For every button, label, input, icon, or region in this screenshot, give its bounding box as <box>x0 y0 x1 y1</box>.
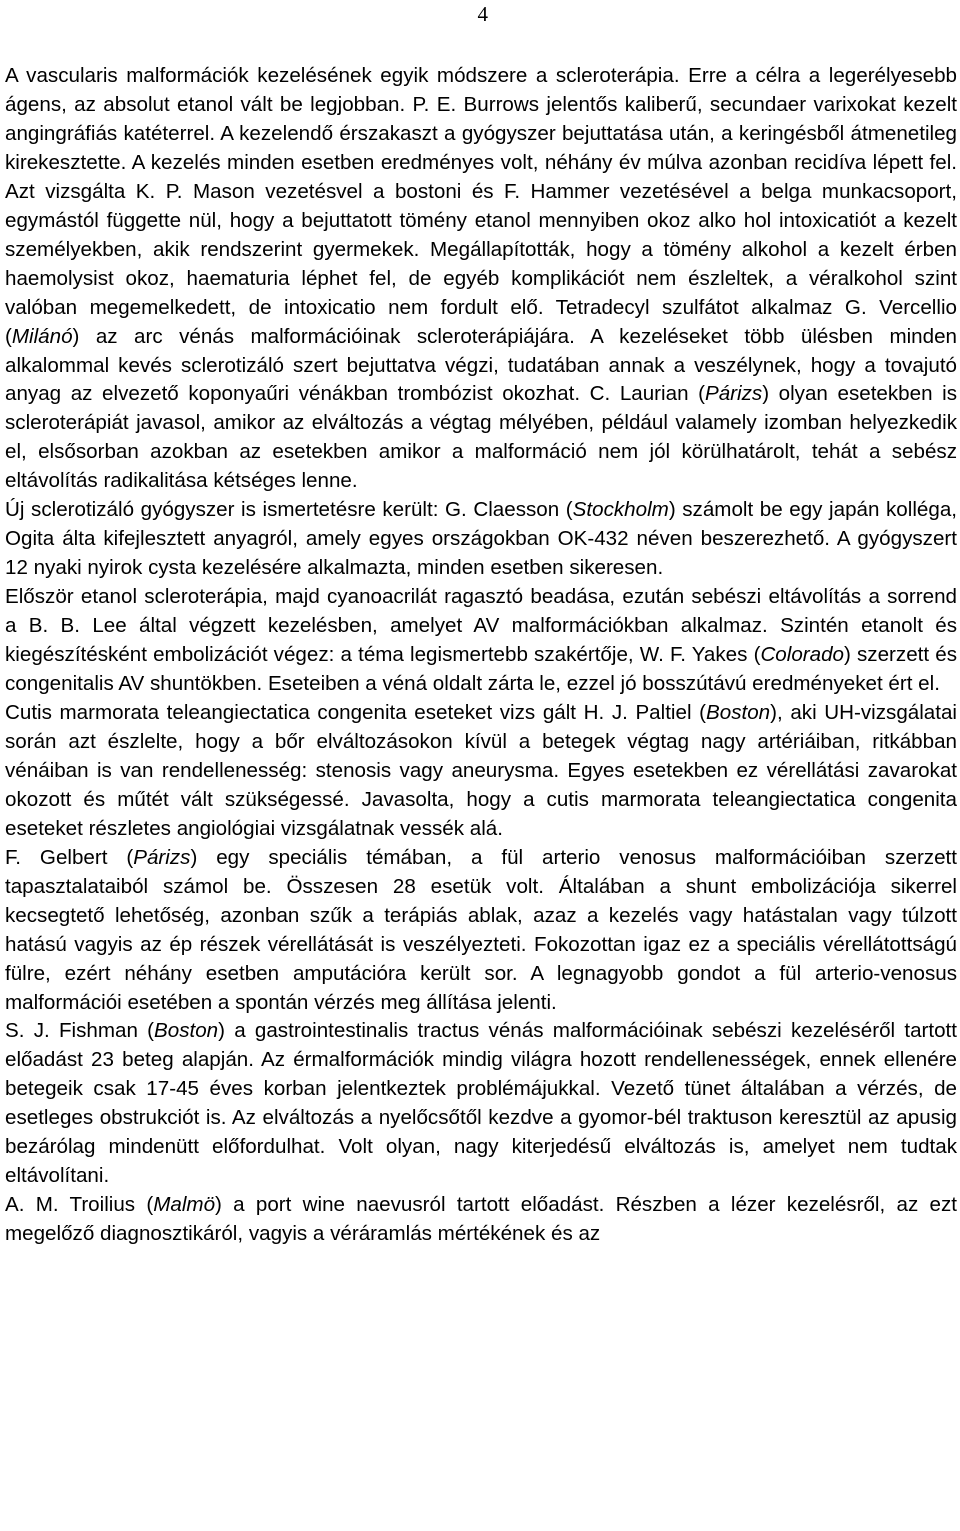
italic-place-name: Stockholm <box>572 498 669 522</box>
italic-place-name: Milánó <box>11 324 73 348</box>
document-body <box>5 62 957 1249</box>
paragraph <box>5 496 957 583</box>
text-segment: Először etanol scleroterápia, majd cyanoacrilát ragasztó beadása, ezután sebészi eltávolítás a sorrend a B. B. Lee által végzett kezelésben, amelyet AV malformációkban alkalmaz. Szintén etanolt és kiegészítésként embolizációt végez: a téma legismertebb szakértője, W. F. Yakes ( <box>5 585 957 667</box>
text-segment: ) egy speciális témában, a fül arterio venosus malformációiban szerzett tapasztalataiból számol be. Összesen 28 esetük volt. Általában a shunt embolizációja sikerrel kecsegtető lehetőség, azonban szűk a terápiás ablak, azaz a kezelés vagy hatástalan vagy túlzott hatású vagyis az ép részek vérellátását is veszélyezteti. Fokozottan igaz ez a speciális vérellátottságú fülre, ezért néhány esetben amputációra került sor. A legnagyobb gondot a fül arterio-venosus malformációi esetében a spontán vérzés meg állítása jelenti. <box>5 845 957 1014</box>
paragraph <box>5 699 957 844</box>
italic-place-name: Párizs <box>704 382 763 406</box>
paragraph <box>5 1191 957 1249</box>
text-segment: S. J. Fishman ( <box>5 1019 154 1043</box>
paragraph <box>5 844 957 1018</box>
italic-place-name: Boston <box>154 1019 219 1043</box>
paragraph <box>5 62 957 496</box>
text-segment: ) szerzett és congenitalis AV shuntökben. Eseteiben a véná oldalt zárta le, ezzel jó bosszútávú eredményeket ért el. <box>5 643 958 696</box>
italic-place-name: Párizs <box>133 845 191 869</box>
italic-place-name: Boston <box>706 700 771 724</box>
text-segment: Cutis marmorata teleangiectatica congenita eseteket vizs gált H. J. Paltiel ( <box>5 700 707 724</box>
text-segment: ) a gastrointestinalis tractus vénás malformációinak sebészi kezeléséről tartott előadást 23 beteg alapján. Az érmalformációk mindig világra hozott rendellenességek, ennek ellenére betegeik csak 17-45 éves korban jelentkeztek problémájukkal. Vezető tünet általában a vérzés, de esetleges obstrukciót is. Az elváltozás a nyelőcsőtől kezdve a gyomor-bél traktuson keresztül az apusig bezárólag mindenütt előfordulhat. Volt olyan, nagy kiterjedésű elváltozás is, amelyet nem tudtak eltávolítani. <box>5 1019 958 1188</box>
text-segment: A. M. Troilius ( <box>5 1193 154 1217</box>
paragraph <box>5 583 957 699</box>
text-segment: Új sclerotizáló gyógyszer is ismertetésre került: G. Claesson ( <box>5 498 573 522</box>
text-segment: A vascularis malformációk kezelésének egyik módszere a scleroterápia. Erre a célra a legerélyesebb ágens, az absolut etanol vált be legjobban. P. E. Burrows jelentős kaliberű, secundaer varixokat kezelt angingráfiás katéterrel. A kezelendő érszakaszt a gyógyszer bejuttatása után, a keringésből átmenetileg kirekesztette. A kezelés minden esetben eredményes volt, néhány év múlva azonban recidíva lépett fel. Azt vizsgálta K. P. Mason vezetésvel a bostoni és F. Hammer vezetésével a belga munkacsoport, egymástól függette nül, hogy a bejuttatott tömény etanol mennyiben okoz alko hol intoxicatiót a kezelt személyekben, akik rendszerint gyermekek. Megállapították, hogy a tömény alkohol a kezelt érben haemolysist okoz, haematuria léphet fel, de egyéb komplikációt nem észleltek, a véralkohol szint valóban megemelkedett, de intoxicatio nem fordult elő. Tetradecyl szulfátot alkalmaz G. Vercellio ( <box>5 64 957 348</box>
text-segment: ) olyan esetekben is scleroterápiát javasol, amikor az elváltozás a végtag mélyében, például valamely izomban helyezkedik el, elsősorban azokban az esetekben amikor a malformáció nem jól körülhatárolt, tehát a sebész eltávolítás radikalitása kétséges lenne. <box>5 382 957 493</box>
italic-place-name: Colorado <box>760 643 845 667</box>
text-segment: F. Gelbert ( <box>5 845 134 869</box>
page-number: 4 <box>477 2 488 26</box>
text-segment: ) számolt be egy japán kolléga, Ogita álta kifejlesztett anyagról, amely egyes országokban OK-432 néven beszerezhető. A gyógyszert 12 nyaki nyirok cysta kezelésére alkalmazta, minden esetben sikeresen. <box>5 498 957 580</box>
text-segment: ), aki UH-vizsgálatai során azt észlelte, hogy a bőr elváltozásokon kívül a betegek végtag nagy artériáiban, ritkábban vénáiban is van rendellenesség: stenosis vagy aneurysma. Egyes esetekben ez vérellátási zavarokat okozott és műtét vált szükségessé. Javasolta, hogy a cutis marmorata teleangiectatica congenita eseteket részletes angiológiai vizsgálatnak vessék alá. <box>5 700 958 840</box>
text-segment: ) a port wine naevusról tartott előadást. Részben a lézer kezelésről, az ezt megelőző diagnosztikáról, vagyis a véráramlás mértékének és az <box>5 1193 957 1246</box>
text-segment: ) az arc vénás malformációinak scleroterápiájára. A kezeléseket több ülésben minden alkalommal kevés sclerotizáló szert bejuttatva végzi, tudatában annak a veszélynek, hogy a tovajutó anyag az elvezető koponyaűri vénákban trombózist okozhat. C. Laurian ( <box>5 324 957 406</box>
paragraph <box>5 1017 957 1191</box>
italic-place-name: Malmö <box>153 1193 216 1217</box>
